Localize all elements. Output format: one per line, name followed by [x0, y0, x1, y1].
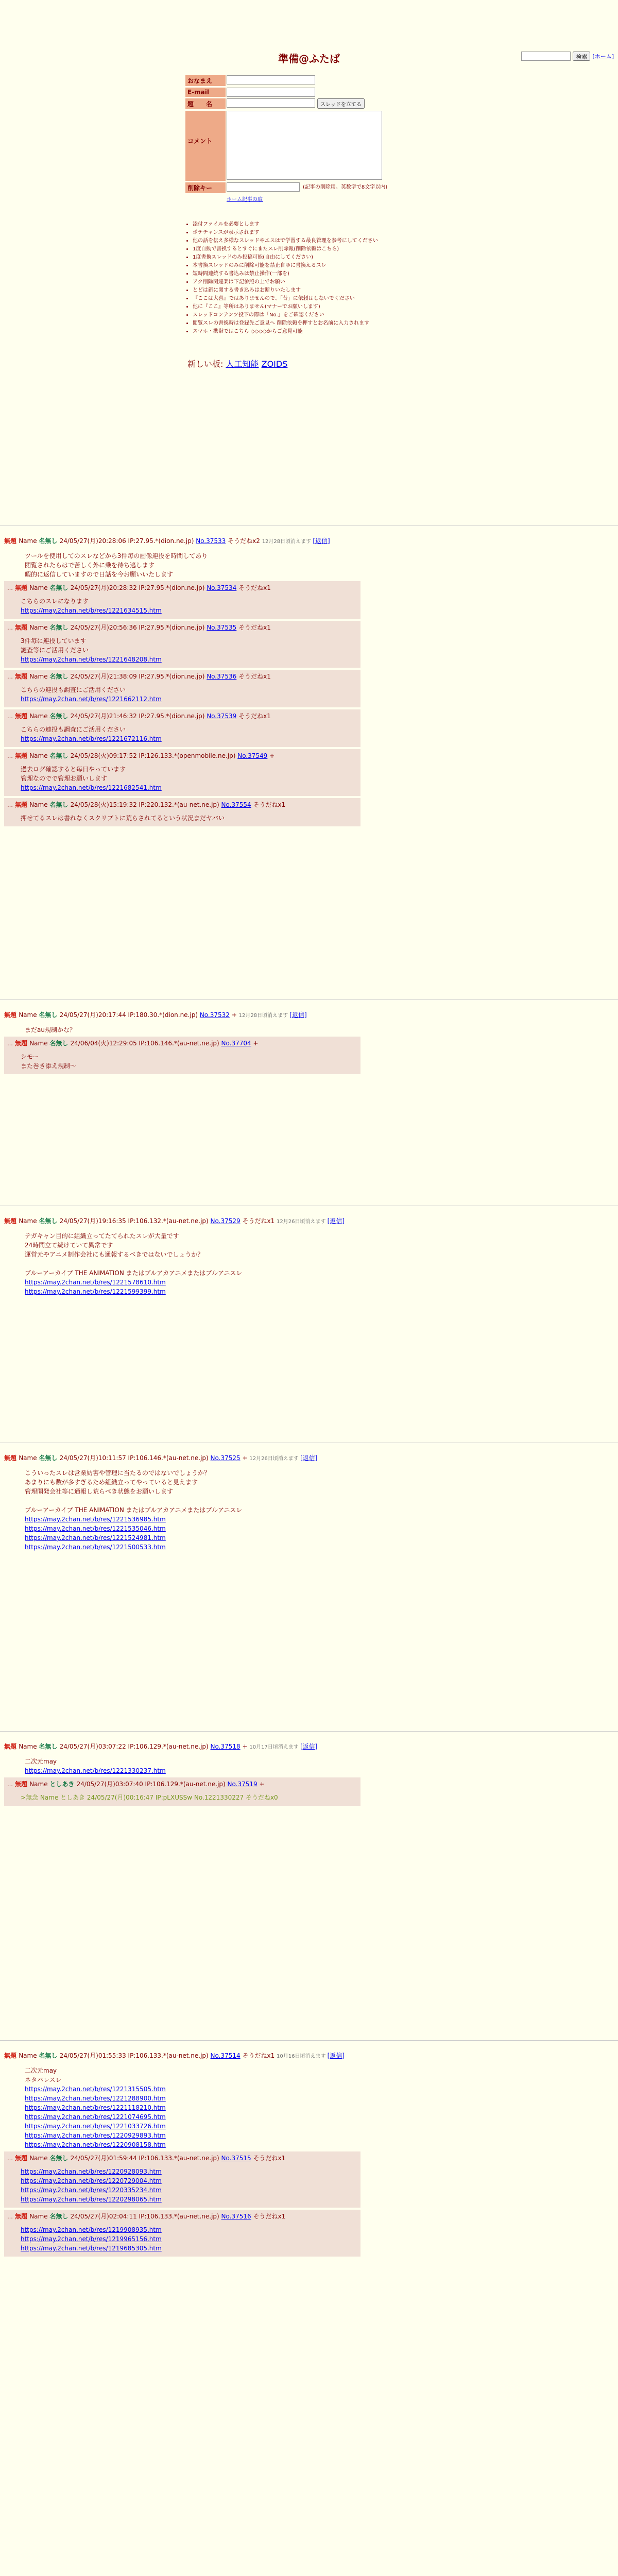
reply-no[interactable]: No.37516 — [221, 2213, 251, 2220]
reply-no[interactable]: No.37554 — [221, 801, 251, 808]
thread-expiry: 12月26日頃消えます — [277, 1219, 328, 1225]
body-line: 管理なのでで管理お願いします — [21, 775, 108, 782]
body-line: あまりにも数が多すぎるため組織立ってやっていると見えます — [25, 1479, 198, 1486]
body-line: 押せてるスレは書れなくスクリプトに荒らされてるという状況まだヤバい — [21, 815, 225, 822]
reply-mail: 名無し — [49, 673, 71, 680]
thread-link[interactable]: https://may.2chan.net/b/res/1220908158.htm — [25, 2141, 166, 2148]
thread-expiry: 12月28日頃消えます — [262, 539, 313, 545]
thread-title: 無題 — [4, 2052, 19, 2059]
thread-no[interactable]: No.37529 — [210, 1217, 241, 1225]
thread-body — [25, 1757, 612, 1775]
body-line: こちらのスレになります — [21, 598, 89, 605]
reply-name: Name — [29, 801, 50, 808]
rule-item: • アク削除関連楽は下記参照の上でお願い — [193, 278, 378, 286]
reply-arrow: … — [7, 2213, 13, 2220]
body-line: 3件毎に連投しています — [21, 637, 87, 645]
thread-no[interactable]: No.37525 — [210, 1454, 241, 1462]
body-line — [25, 1259, 612, 1268]
sodane-button[interactable]: + — [267, 752, 275, 759]
body-line: ツールを使用してのスレなどから3件毎の画像連投を時間してあり — [25, 552, 208, 560]
body-line: テガキャン目的に組織立ってたてられたスレが大量です — [25, 1232, 179, 1240]
rule-item: • 他に『ここ』等所はありません(マナーでお願いします) — [193, 303, 378, 311]
reply-name: Name — [29, 1781, 50, 1788]
reply — [4, 709, 360, 747]
thread-separator — [0, 1731, 618, 1732]
reply-no[interactable]: No.37536 — [207, 673, 237, 680]
sodane-button[interactable]: そうだねx1 — [236, 673, 271, 680]
thread-date: 24/05/27(月)10:11:57 IP:106.146.*(au-net.ne.jp) — [59, 1454, 211, 1462]
rule-item: • スマホ・携帯ではこちら ◇◇◇◇からご意見可能 — [193, 328, 378, 336]
reply-link-url[interactable]: https://may.2chan.net/b/res/1219965156.htm — [21, 2235, 162, 2243]
body-line: また巻き添え規制～ — [21, 1062, 77, 1070]
thread-body — [25, 2066, 612, 2149]
rule-item: • 1度自動で書換するとすぐにまたスレ削除報(削除依頼はこちら) — [193, 245, 378, 253]
thread-mail: 名無し — [39, 1011, 60, 1019]
reply-title: 無題 — [15, 801, 30, 808]
thread-separator — [0, 2040, 618, 2041]
body-line: ネタバレスレ — [25, 2076, 62, 2083]
reply-mail: 名無し — [49, 752, 71, 759]
reply-link[interactable]: [返信] — [327, 1217, 345, 1225]
rule-item: • 他の話を伝え多様なスレッドやエスはで学習する最良管理を参考にしてください — [193, 237, 378, 245]
reply-date: 24/05/27(月)02:04:11 IP:106.133.*(au-net.ne.jp) — [70, 2213, 221, 2220]
delkey-field[interactable] — [227, 182, 300, 192]
body-line: 暇的に返信していますので日話を今お願いいたします — [25, 571, 174, 578]
reply — [4, 581, 360, 619]
reply — [4, 2151, 360, 2208]
reply-mail: 名無し — [49, 2155, 71, 2162]
subject-field[interactable] — [227, 98, 315, 108]
reply-wrapper — [4, 619, 612, 668]
reply-title: 無題 — [15, 752, 30, 759]
thread — [4, 2050, 612, 2257]
reply-link-url[interactable]: https://may.2chan.net/b/res/1219908935.htm — [21, 2226, 162, 2233]
thread-name: Name — [19, 1011, 39, 1019]
thread-header — [4, 1453, 612, 1464]
submit-button[interactable]: スレッドを立てる — [317, 98, 365, 109]
thread-date: 24/05/27(月)20:17:44 IP:180.30.*(dion.ne.jp) — [59, 1011, 200, 1019]
reply — [4, 1037, 360, 1074]
reply-header — [7, 1779, 357, 1790]
body-line: こちらの連投も調査にご活用ください — [21, 686, 126, 693]
thread-mail: 名無し — [39, 1743, 60, 1750]
home-link[interactable]: [ホーム] — [592, 53, 614, 60]
thread-mail: 名無し — [39, 537, 60, 545]
reply-arrow: … — [7, 1040, 13, 1047]
thread — [4, 536, 612, 826]
reply-wrapper — [4, 668, 612, 707]
new-board-link-ai[interactable]: 人工知能 — [226, 359, 259, 369]
thread-body — [25, 1231, 612, 1296]
reply-link-url[interactable]: https://may.2chan.net/b/res/1219685305.htm — [21, 2245, 162, 2252]
reply-arrow: … — [7, 713, 13, 720]
reply-mail: としあき — [49, 1781, 77, 1788]
thread-date: 24/05/27(月)20:28:06 IP:27.95.*(dion.ne.jp) — [59, 537, 196, 545]
reply-link[interactable]: [返信] — [313, 537, 330, 545]
name-label: おなまえ — [185, 75, 226, 86]
thread-no[interactable]: No.37533 — [196, 537, 226, 545]
reply-wrapper — [4, 796, 612, 826]
thread-date: 24/05/27(月)19:16:35 IP:106.132.*(au-net.ne.jp) — [59, 1217, 211, 1225]
reply-body — [21, 2225, 357, 2253]
thread-link[interactable]: https://may.2chan.net/b/res/1221524981.htm — [25, 1534, 166, 1541]
reply-date: 24/05/27(月)01:59:44 IP:106.133.*(au-net.ne.jp) — [70, 2155, 221, 2162]
reply-body — [21, 685, 357, 704]
reply-date: 24/05/27(月)03:07:40 IP:106.129.*(au-net.ne.jp) — [76, 1781, 228, 1788]
thread-body — [25, 1468, 612, 1552]
reply-date: 24/05/27(月)20:28:32 IP:27.95.*(dion.ne.jp) — [70, 584, 207, 591]
thread-name: Name — [19, 537, 39, 545]
thread-name: Name — [19, 1217, 39, 1225]
reply-wrapper — [4, 707, 612, 747]
thread-expiry: 10月16日頃消えます — [277, 2054, 328, 2059]
reply-link[interactable]: [返信] — [289, 1011, 307, 1019]
sodane-button[interactable]: + — [240, 1454, 250, 1462]
thread-header — [4, 536, 612, 547]
reply-wrapper — [4, 1775, 612, 1806]
reply-name: Name — [29, 713, 50, 720]
reply-no[interactable]: No.37535 — [207, 624, 237, 631]
rule-item: • 閲覧スレの書換時は登録先ご意見へ 削除依頼を押すとお名前に入力されます — [193, 319, 378, 328]
reply-mail: 名無し — [49, 1040, 71, 1047]
reply-arrow: … — [7, 624, 13, 631]
reply-arrow: … — [7, 753, 13, 759]
reply-name: Name — [29, 2155, 50, 2162]
thread-link[interactable]: https://may.2chan.net/b/res/1221288900.htm — [25, 2095, 166, 2102]
body-line: 24時間立て続けていて異常です — [25, 1242, 113, 1249]
reply-title: 無題 — [15, 673, 30, 680]
comment-field[interactable] — [227, 111, 382, 180]
name-field[interactable] — [227, 75, 315, 84]
reply-body — [21, 1052, 357, 1071]
reply — [4, 2210, 360, 2257]
rules-list — [186, 221, 378, 336]
sodane-button[interactable]: そうだねx1 — [240, 2052, 277, 2059]
thread-mail: 名無し — [39, 2052, 60, 2059]
subject-label: 題 名 — [185, 98, 226, 109]
thread-link[interactable]: https://may.2chan.net/b/res/1221535046.htm — [25, 1525, 166, 1532]
reply-header — [7, 751, 357, 761]
reply-no[interactable]: No.37515 — [221, 2155, 251, 2162]
reply-arrow: … — [7, 673, 13, 680]
reply-mail: 名無し — [49, 2213, 71, 2220]
thread-header — [4, 1741, 612, 1753]
thread-no[interactable]: No.37532 — [199, 1011, 230, 1019]
reply-header — [7, 583, 357, 594]
reply-link-url[interactable]: https://may.2chan.net/b/res/1220335234.htm — [21, 2187, 162, 2194]
reply-title: 無題 — [15, 2155, 30, 2162]
reply-link-url[interactable]: https://may.2chan.net/b/res/1221634515.htm — [21, 607, 162, 614]
body-line: 過去ログ確認すると毎日やっています — [21, 766, 126, 773]
thread-name: Name — [19, 2052, 39, 2059]
thread-title: 無題 — [4, 1454, 19, 1462]
reply-arrow: … — [7, 802, 13, 808]
thread-link[interactable]: https://may.2chan.net/b/res/1221599399.htm — [25, 1288, 166, 1295]
thread-expiry: 12月28日頃消えます — [238, 1013, 290, 1019]
thread — [4, 1453, 612, 1552]
email-label: E-mail — [185, 88, 226, 97]
thread — [4, 1216, 612, 1296]
body-line: 管理開発会社等に通報し荒らべき状態をお願いします — [25, 1488, 174, 1495]
search-area — [521, 52, 614, 61]
sodane-button[interactable]: そうだねx1 — [251, 2155, 286, 2162]
reply-wrapper — [4, 747, 612, 796]
delkey-label: 削除キー — [185, 182, 226, 193]
reply-link-url[interactable]: https://may.2chan.net/b/res/1221662112.htm — [21, 696, 162, 703]
sodane-button[interactable]: + — [251, 1040, 259, 1047]
thread-header — [4, 1216, 612, 1227]
delkey-note: (記事の削除用。英数字で8文字以内) — [303, 184, 388, 190]
reply-name: Name — [29, 1040, 50, 1047]
post-form — [185, 75, 387, 202]
reply-header — [7, 622, 357, 633]
new-board — [187, 358, 287, 369]
reply-title: 無題 — [15, 624, 30, 631]
reply — [4, 621, 360, 668]
body-line: こちらの連投も調査にご活用ください — [21, 726, 126, 733]
reply-no[interactable]: No.37539 — [207, 713, 237, 720]
reply-no[interactable]: No.37704 — [221, 1040, 251, 1047]
sodane-button[interactable]: そうだねx1 — [251, 2213, 286, 2220]
sodane-button[interactable]: そうだねx1 — [251, 801, 286, 808]
reply-link-url[interactable]: https://may.2chan.net/b/res/1221648208.htm — [21, 656, 162, 663]
new-board-prefix: 新しい板: — [187, 359, 224, 369]
reply-link[interactable]: [返信] — [327, 2052, 345, 2059]
reply-title: 無題 — [15, 713, 30, 720]
reply-body — [21, 765, 357, 792]
reply-arrow: … — [7, 2155, 13, 2162]
body-line: >無念 Name としあき 24/05/27(月)00:16:47 IP:pLXUSSw No.1221330227 そうだねx0 — [21, 1794, 278, 1801]
reply-body — [21, 725, 357, 743]
reply-body — [21, 1793, 357, 1802]
reply-link-url[interactable]: https://may.2chan.net/b/res/1221682541.htm — [21, 784, 162, 791]
reply-body — [21, 636, 357, 664]
body-line: 二次元may — [25, 1758, 57, 1765]
thread-body — [25, 1025, 612, 1035]
reply-date: 24/06/04(火)12:29:05 IP:106.146.*(au-net.ne.jp) — [70, 1040, 221, 1047]
reply-name: Name — [29, 584, 50, 591]
thread-name: Name — [19, 1454, 39, 1462]
reply-name: Name — [29, 2213, 50, 2220]
thread-link[interactable]: https://may.2chan.net/b/res/1221578610.htm — [25, 1279, 166, 1286]
reply-link-url[interactable]: https://may.2chan.net/b/res/1220729004.htm — [21, 2177, 162, 2184]
thread-link[interactable]: https://may.2chan.net/b/res/1220929893.htm — [25, 2132, 166, 2139]
thread-link[interactable]: https://may.2chan.net/b/res/1221536985.htm — [25, 1516, 166, 1523]
thread-link[interactable]: https://may.2chan.net/b/res/1221500533.htm — [25, 1544, 166, 1551]
reply-mail: 名無し — [49, 584, 71, 591]
thread-date: 24/05/27(月)01:55:33 IP:106.133.*(au-net.ne.jp) — [59, 2052, 211, 2059]
comment-label: コメント — [185, 111, 226, 181]
reply-name: Name — [29, 624, 50, 631]
reply-link-url[interactable]: https://may.2chan.net/b/res/1220928093.htm — [21, 2168, 162, 2175]
thread-mail: 名無し — [39, 1454, 60, 1462]
thread-link[interactable]: https://may.2chan.net/b/res/1221330237.htm — [25, 1767, 166, 1774]
thread-date: 24/05/27(月)03:07:22 IP:106.129.*(au-net.ne.jp) — [59, 1743, 211, 1750]
rule-item: • 1度書換スレッドのみ投稿可能(自由にしてください) — [193, 253, 378, 262]
reply-no[interactable]: No.37519 — [227, 1781, 258, 1788]
reply-no[interactable]: No.37549 — [237, 752, 268, 759]
sodane-button[interactable]: そうだねx1 — [236, 624, 271, 631]
rule-item: • 添付ファイルを必要とします — [193, 221, 378, 229]
hidden-link[interactable]: ホーム記事の取 — [227, 197, 263, 202]
new-board-link-zoids[interactable]: ZOIDS — [261, 359, 288, 369]
thread-header — [4, 1010, 612, 1021]
thread-title: 無題 — [4, 1743, 19, 1750]
reply — [4, 798, 360, 826]
thread-name: Name — [19, 1743, 39, 1750]
reply-name: Name — [29, 673, 50, 680]
body-line: まだau規制かな？ — [25, 1026, 76, 1033]
thread — [4, 1741, 612, 1806]
reply-wrapper — [4, 2208, 612, 2257]
reply-title: 無題 — [15, 1040, 30, 1047]
rule-item: • 『ここは大喜』ではありませんので、「昔」に依頼はしないでください — [193, 295, 378, 303]
reply — [4, 670, 360, 707]
body-line: 謎査等にご活用ください — [21, 647, 89, 654]
sodane-button[interactable]: そうだねx1 — [236, 713, 271, 720]
reply-date: 24/05/27(月)21:38:09 IP:27.95.*(dion.ne.jp) — [70, 673, 207, 680]
thread-mail: 名無し — [39, 1217, 60, 1225]
body-line: 運営元やアニメ制作会社にも通報するべきではないでしょうか？ — [25, 1251, 204, 1258]
rule-item: • 本書換スレッドのみに削除可能を禁止自ゆに書換えるスレ — [193, 262, 378, 270]
body-line: 二次元may — [25, 2067, 57, 2074]
reply-mail: 名無し — [49, 713, 71, 720]
thread-link[interactable]: https://may.2chan.net/b/res/1221033726.htm — [25, 2123, 166, 2130]
sodane-button[interactable]: そうだねx1 — [236, 584, 271, 591]
reply-body — [21, 2167, 357, 2204]
body-line — [25, 1496, 612, 1505]
reply-link[interactable]: [返信] — [300, 1743, 318, 1750]
reply-wrapper — [4, 2149, 612, 2208]
reply-header — [7, 711, 357, 722]
thread-title: 無題 — [4, 1217, 19, 1225]
rule-item: • とどは新に関する書き込みはお断りいたします — [193, 286, 378, 295]
thread-separator — [0, 999, 618, 1000]
sodane-button[interactable]: + — [229, 1011, 239, 1019]
reply-link-url[interactable]: https://may.2chan.net/b/res/1220298065.htm — [21, 2196, 162, 2203]
reply-body — [21, 597, 357, 615]
thread-header — [4, 2050, 612, 2062]
reply-arrow: … — [7, 585, 13, 591]
reply-wrapper — [4, 1035, 612, 1074]
reply-link[interactable]: [返信] — [300, 1454, 318, 1462]
body-line: こういったスレは営業妨害や管理に当たるのではないでしょうか？ — [25, 1469, 211, 1477]
email-field[interactable] — [227, 88, 315, 97]
reply-header — [7, 1038, 357, 1049]
reply-header — [7, 2153, 357, 2164]
body-line: シモー — [21, 1053, 39, 1060]
reply-date: 24/05/28(火)09:17:52 IP:126.133.*(openmobile.ne.jp) — [70, 752, 238, 759]
body-line: 閲覧されたらはで苦しく外に乗を待ち逃します — [25, 562, 155, 569]
search-button[interactable]: 検索 — [573, 52, 590, 61]
reply-title: 無題 — [15, 584, 30, 591]
reply-title: 無題 — [15, 2213, 30, 2220]
body-line: ブルーアーカイブ THE ANIMATION またはブルアカアニメまたはブルアニスレ — [25, 1506, 243, 1514]
page-title: 準備@ふたば — [278, 53, 340, 65]
reply-header — [7, 2211, 357, 2222]
rule-item: • ポテチャンスが表示されます — [193, 229, 378, 237]
thread-no[interactable]: No.37514 — [210, 2052, 241, 2059]
reply-mail: 名無し — [49, 801, 71, 808]
thread-expiry: 10月17日頃消えます — [249, 1744, 300, 1750]
reply-date: 24/05/28(火)15:19:32 IP:220.132.*(au-net.ne.jp) — [70, 801, 221, 808]
thread-no[interactable]: No.37518 — [210, 1743, 241, 1750]
reply-body — [21, 814, 357, 823]
reply-date: 24/05/27(月)21:46:32 IP:27.95.*(dion.ne.jp) — [70, 713, 207, 720]
sodane-button[interactable]: そうだねx2 — [226, 537, 262, 545]
sodane-button[interactable]: + — [240, 1743, 250, 1750]
search-input[interactable] — [521, 52, 571, 61]
reply — [4, 749, 360, 796]
thread-link[interactable]: https://may.2chan.net/b/res/1221118210.htm — [25, 2104, 166, 2111]
thread-link[interactable]: https://may.2chan.net/b/res/1221074695.htm — [25, 2113, 166, 2121]
reply-header — [7, 800, 357, 810]
reply-arrow: … — [7, 1781, 13, 1788]
reply-wrapper — [4, 579, 612, 619]
thread-link[interactable]: https://may.2chan.net/b/res/1221315505.htm — [25, 2086, 166, 2093]
body-line: ブルーアーカイブ THE ANIMATION またはブルアカアニメまたはブルアニスレ — [25, 1269, 243, 1277]
reply-link-url[interactable]: https://may.2chan.net/b/res/1221672116.htm — [21, 735, 162, 742]
reply-name: Name — [29, 752, 50, 759]
reply — [4, 1777, 360, 1806]
thread-body — [25, 551, 612, 579]
reply-mail: 名無し — [49, 624, 71, 631]
rule-item: • 短時間連続する書込みは禁止操作(一部を) — [193, 270, 378, 278]
reply-title: 無題 — [15, 1781, 30, 1788]
thread — [4, 1010, 612, 1074]
thread-title: 無題 — [4, 1011, 19, 1019]
thread-title: 無題 — [4, 537, 19, 545]
thread-expiry: 12月26日頃消えます — [249, 1456, 300, 1462]
reply-no[interactable]: No.37534 — [207, 584, 237, 591]
rule-item: • スレッドコンテンツ投下の際は「No.」をご確認ください — [193, 311, 378, 319]
sodane-button[interactable]: そうだねx1 — [240, 1217, 277, 1225]
reply-date: 24/05/27(月)20:56:36 IP:27.95.*(dion.ne.jp) — [70, 624, 207, 631]
reply-header — [7, 671, 357, 682]
sodane-button[interactable]: + — [257, 1781, 265, 1788]
